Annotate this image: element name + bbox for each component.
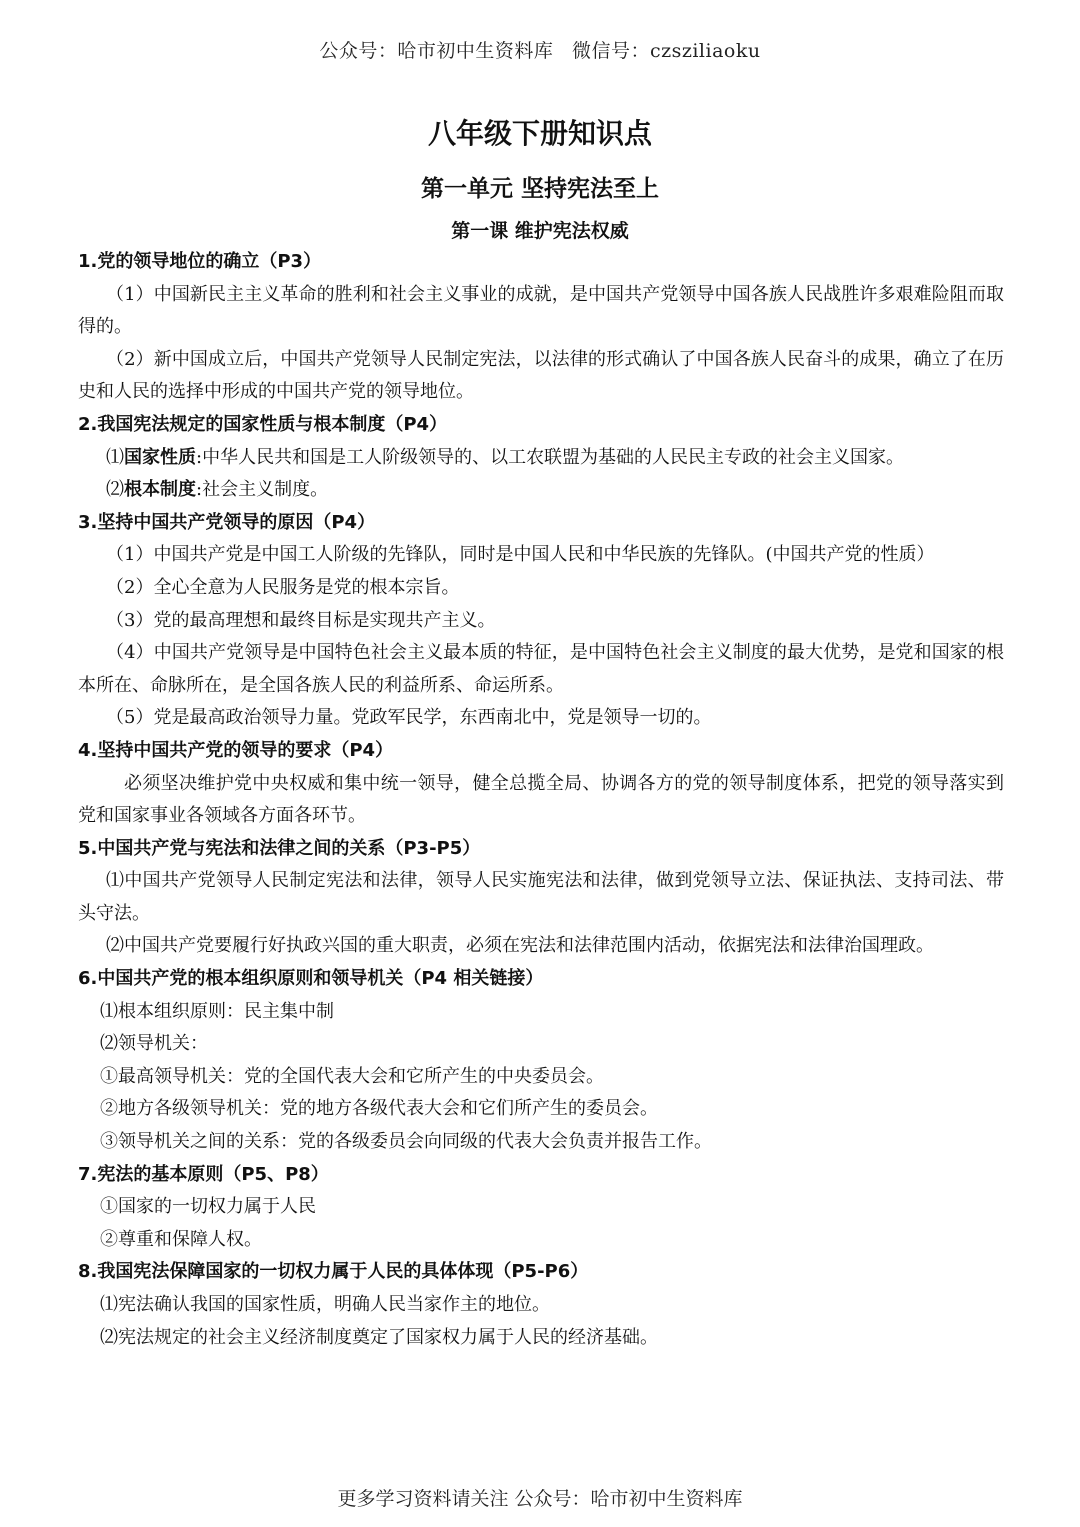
- lesson-title: 第一课 维护宪法权威: [451, 220, 629, 242]
- paragraph: （2）新中国成立后，中国共产党领导人民制定宪法，以法律的形式确认了中国各族人民奋斗的成果，确立了在历史和人民的选择中形成的中国共产党的领导地位。: [78, 348, 1004, 403]
- list-item: ⑴根本组织原则：民主集中制: [100, 1000, 334, 1022]
- list-item: ⑵领导机关：: [100, 1033, 208, 1055]
- paragraph: （1）中国新民主主义革命的胜利和社会主义事业的成就，是中国共产党领导中国各族人民战胜许多艰难险阻而取得的。: [78, 283, 1004, 338]
- document-title: 八年级下册知识点: [427, 117, 652, 150]
- paragraph: （1）中国共产党是中国工人阶级的先锋队，同时是中国人民和中华民族的先锋队。(中国共产党的性质）: [106, 544, 935, 566]
- paragraph: （3）党的最高理想和最终目标是实现共产主义。: [106, 609, 496, 631]
- section-heading-2: 2.我国宪法规定的国家性质与根本制度（P4）: [78, 413, 448, 435]
- list-item: ②尊重和保障人权。: [100, 1228, 262, 1250]
- item-number: ⑴: [106, 446, 124, 468]
- list-item: ③领导机关之间的关系：党的各级委员会向同级的代表大会负责并报告工作。: [100, 1131, 712, 1153]
- list-item: ⑴宪法确认我国的国家性质，明确人民当家作主的地位。: [100, 1294, 550, 1315]
- paragraph: ⑵中国共产党要履行好执政兴国的重大职责，必须在宪法和法律范围内活动，依据宪法和法律治国理政。: [106, 935, 934, 957]
- item-number: ⑵: [106, 479, 124, 501]
- header-official-account: 公众号：哈市初中生资料库: [319, 40, 554, 62]
- page-header: [0, 36, 1080, 63]
- page-footer: 更多学习资料请关注 公众号：哈市初中生资料库: [337, 1488, 743, 1510]
- section-heading-5: 5.中国共产党与宪法和法律之间的关系（P3-P5）: [78, 837, 481, 859]
- header-wechat-id: 微信号：czsziliaoku: [571, 40, 761, 62]
- section-heading-7: 7.宪法的基本原则（P5、P8）: [78, 1163, 329, 1185]
- item-text: :中华人民共和国是工人阶级领导的、以工农联盟为基础的人民民主专政的社会主义国家。: [196, 446, 905, 468]
- document-body: [78, 246, 1004, 1354]
- item-text: :社会主义制度。: [196, 479, 329, 501]
- paragraph: （5）党是最高政治领导力量。党政军民学，东西南北中，党是领导一切的。: [106, 707, 712, 729]
- term-national-nature: 国家性质: [124, 446, 196, 468]
- paragraph: [78, 474, 1004, 507]
- paragraph: 必须坚决维护党中央权威和集中统一领导，健全总揽全局、协调各方的党的领导制度体系，把党的领导落实到党和国家事业各领域各方面各环节。: [78, 772, 1004, 827]
- list-item: ①国家的一切权力属于人民: [100, 1196, 316, 1218]
- paragraph: （2）全心全意为人民服务是党的根本宗旨。: [106, 576, 460, 598]
- section-heading-8: 8.我国宪法保障国家的一切权力属于人民的具体体现（P5-P6）: [78, 1261, 589, 1283]
- section-heading-4: 4.坚持中国共产党的领导的要求（P4）: [78, 739, 394, 761]
- list-item: ①最高领导机关：党的全国代表大会和它所产生的中央委员会。: [100, 1065, 604, 1087]
- section-heading-3: 3.坚持中国共产党领导的原因（P4）: [78, 511, 376, 533]
- section-heading-1: 1.党的领导地位的确立（P3）: [78, 251, 322, 272]
- list-item: ⑵宪法规定的社会主义经济制度奠定了国家权力属于人民的经济基础。: [100, 1326, 658, 1348]
- paragraph: （4）中国共产党领导是中国特色社会主义最本质的特征，是中国特色社会主义制度的最大优势，是党和国家的根本所在、命脉所在，是全国各族人民的利益所系、命运所系。: [78, 642, 1004, 696]
- paragraph: [78, 442, 1004, 475]
- list-item: ②地方各级领导机关：党的地方各级代表大会和它们所产生的委员会。: [100, 1098, 658, 1120]
- paragraph: ⑴中国共产党领导人民制定宪法和法律，领导人民实施宪法和法律，做到党领导立法、保证执法、支持司法、带头守法。: [78, 870, 1004, 924]
- term-fundamental-system: 根本制度: [124, 479, 196, 501]
- section-heading-6: 6.中国共产党的根本组织原则和领导机关（P4 相关链接）: [78, 968, 544, 990]
- unit-title: 第一单元 坚持宪法至上: [420, 176, 659, 202]
